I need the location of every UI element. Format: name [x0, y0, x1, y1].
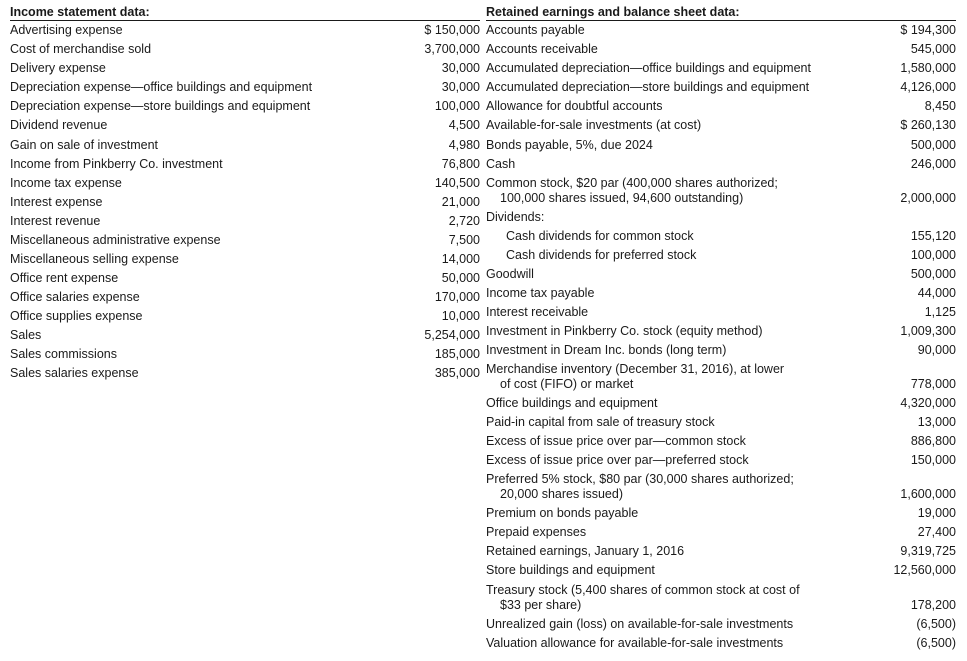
line-item-label-text: Interest receivable [486, 304, 589, 319]
line-item-label [486, 61, 836, 76]
line-item-amount: 44,000 [917, 285, 956, 300]
line-item-amount: $ 194,300 [900, 23, 956, 38]
line-item [10, 192, 480, 211]
line-item-amount: 500,000 [910, 137, 956, 152]
line-item [486, 207, 956, 226]
line-item [10, 250, 480, 269]
line-item-label-text: Treasury stock (5,400 shares of common stock at cost of [486, 582, 800, 597]
line-item [10, 59, 480, 78]
line-item-label [486, 248, 836, 263]
line-item-label-continuation: of cost (FIFO) or market [500, 377, 634, 392]
line-item-amount: 4,980 [448, 137, 480, 152]
line-item-label-text: Miscellaneous administrative expense [10, 232, 221, 247]
retained-earnings-list [486, 21, 956, 652]
line-item-label [486, 617, 836, 632]
line-item-label-text: Office supplies expense [10, 308, 143, 323]
line-item-label [10, 80, 360, 95]
line-item-amount: 1,580,000 [900, 61, 956, 76]
line-item-label-text: Miscellaneous selling expense [10, 251, 179, 266]
line-item-label-text: Bonds payable, 5%, due 2024 [486, 137, 653, 152]
line-item [486, 542, 956, 561]
line-item [10, 364, 480, 383]
line-item-label-text: Retained earnings, January 1, 2016 [486, 544, 685, 559]
line-item [10, 97, 480, 116]
line-item [10, 21, 480, 40]
line-item [10, 345, 480, 364]
line-item-amount: 5,254,000 [424, 328, 480, 342]
line-item-label-text: Available-for-sale investments (at cost) [486, 118, 702, 133]
line-item [486, 360, 956, 394]
line-item-label-text: Accounts receivable [486, 42, 598, 57]
line-item-label [486, 99, 836, 114]
line-item [10, 135, 480, 154]
line-item-amount: 2,000,000 [900, 190, 956, 205]
line-item [486, 394, 956, 413]
line-item [486, 246, 956, 265]
line-item-label [486, 138, 836, 153]
line-item-amount: 2,720 [448, 213, 480, 228]
line-item-amount: 1,125 [924, 304, 956, 319]
line-item-label-continuation: $33 per share) [500, 597, 582, 612]
line-item-amount: 150,000 [910, 453, 956, 468]
line-item [10, 173, 480, 192]
line-item [486, 633, 956, 652]
line-item-amount: 21,000 [441, 194, 480, 209]
line-item-label-text: Office rent expense [10, 270, 119, 285]
line-item-label-text: Cost of merchandise sold [10, 42, 152, 57]
line-item-label [486, 472, 836, 502]
line-item-label-text: Accumulated depreciation—office buildings and equipment [486, 61, 811, 76]
line-item-label [486, 453, 836, 468]
line-item-label [10, 233, 360, 248]
line-item-amount: 170,000 [434, 289, 480, 304]
line-item [486, 451, 956, 470]
line-item-label [10, 328, 360, 343]
line-item-label [10, 309, 360, 324]
line-item [10, 154, 480, 173]
line-item-amount: 4,500 [448, 118, 480, 133]
line-item-label-text: Excess of issue price over par—common stock [486, 434, 746, 449]
line-item-label-text: Income tax expense [10, 175, 122, 190]
income-statement-list [10, 21, 480, 383]
line-item [486, 580, 956, 614]
line-item [486, 116, 956, 135]
line-item-label-text: Excess of issue price over par—preferred stock [486, 453, 749, 468]
line-item-amount: 10,000 [441, 308, 480, 323]
line-item-amount: 3,700,000 [424, 42, 480, 57]
line-item-amount: 30,000 [441, 80, 480, 95]
line-item-label-text: Preferred 5% stock, $80 par (30,000 shares authorized; [486, 472, 794, 487]
line-item-label-text: Interest revenue [10, 213, 101, 228]
line-item-label [486, 544, 836, 559]
line-item-amount: 886,800 [910, 434, 956, 449]
line-item-label [10, 99, 360, 114]
line-item-label-text: Unrealized gain (loss) on available-for-sale investments [486, 616, 794, 631]
retained-earnings-balance-section [486, 4, 956, 652]
line-item [10, 307, 480, 326]
line-item [486, 561, 956, 580]
line-item-amount: 19,000 [917, 506, 956, 521]
line-item-label [486, 343, 836, 358]
line-item-label-text: Accounts payable [486, 23, 585, 38]
line-item-label [10, 252, 360, 267]
line-item-label-text: Office salaries expense [10, 289, 140, 304]
line-item [486, 284, 956, 303]
line-item-amount: 76,800 [441, 156, 480, 171]
line-item [486, 432, 956, 451]
line-item [486, 265, 956, 284]
line-item-label [486, 157, 836, 172]
line-item-label-text: Delivery expense [10, 61, 106, 76]
line-item-label [10, 61, 360, 76]
line-item-amount: $ 260,130 [900, 118, 956, 133]
line-item-amount: 545,000 [910, 42, 956, 57]
line-item-amount: $ 150,000 [424, 23, 480, 38]
line-item-label-text: Sales commissions [10, 347, 117, 362]
line-item-label [10, 366, 360, 381]
line-item-label-text: Gain on sale of investment [10, 137, 158, 152]
line-item-label [10, 23, 360, 38]
line-item-amount: 385,000 [434, 366, 480, 381]
line-item-amount: 1,009,300 [900, 323, 956, 338]
line-item [10, 211, 480, 230]
line-item [486, 173, 956, 207]
line-item-amount: 13,000 [917, 415, 956, 430]
income-statement-section [10, 4, 480, 383]
line-item [486, 303, 956, 322]
line-item-amount: 90,000 [917, 343, 956, 357]
line-item-amount: 1,600,000 [900, 487, 956, 502]
line-item-label [486, 210, 836, 225]
line-item-amount: 9,319,725 [900, 544, 956, 559]
line-item-amount: 14,000 [441, 251, 480, 266]
line-item-label [10, 157, 360, 172]
line-item-label [486, 118, 836, 133]
line-item-amount: 50,000 [441, 270, 480, 285]
line-item-label [10, 138, 360, 153]
line-item [10, 40, 480, 59]
line-item-label-text: Paid-in capital from sale of treasury stock [486, 415, 715, 430]
line-item-label-text: Income from Pinkberry Co. investment [10, 156, 223, 171]
line-item-label-text: Cash dividends for common stock [506, 228, 694, 243]
line-item-label-text: Advertising expense [10, 23, 123, 38]
line-item-label [486, 305, 836, 320]
income-statement-heading: Income statement data: [10, 4, 480, 21]
line-item-amount: 7,500 [448, 232, 480, 247]
line-item [486, 59, 956, 78]
line-item [486, 154, 956, 173]
line-item-label [486, 23, 836, 38]
line-item-label-text: Dividends: [486, 209, 545, 224]
line-item-label [10, 176, 360, 191]
line-item-label-text: Cash dividends for preferred stock [506, 247, 697, 262]
line-item-label-text: Accumulated depreciation—store buildings and equipment [486, 80, 810, 95]
line-item-amount: 140,500 [434, 175, 480, 190]
line-item-amount: 155,120 [910, 228, 956, 243]
line-item [486, 504, 956, 523]
line-item-label [10, 271, 360, 286]
line-item-label-text: Allowance for doubtful accounts [486, 99, 663, 114]
line-item-amount: 27,400 [917, 525, 956, 540]
line-item [486, 614, 956, 633]
line-item-label-text: Investment in Pinkberry Co. stock (equity method) [486, 323, 763, 338]
line-item-amount: 30,000 [441, 61, 480, 76]
line-item-amount: 185,000 [434, 347, 480, 362]
line-item-label-text: Valuation allowance for available-for-sale investments [486, 635, 784, 650]
line-item-label [486, 434, 836, 449]
line-item-amount: 246,000 [910, 156, 956, 171]
line-item-label-text: Investment in Dream Inc. bonds (long term) [486, 343, 727, 357]
line-item-amount: 4,320,000 [900, 396, 956, 411]
line-item-label-text: Common stock, $20 par (400,000 shares authorized; [486, 175, 778, 190]
line-item-amount: 100,000 [910, 247, 956, 262]
line-item-label [10, 42, 360, 57]
line-item-label [486, 267, 836, 282]
line-item-label-text: Income tax payable [486, 285, 595, 300]
line-item-label-text: Goodwill [486, 266, 534, 281]
line-item-label [486, 415, 836, 430]
line-item-label-continuation: 20,000 shares issued) [500, 487, 623, 502]
line-item [486, 21, 956, 40]
line-item [486, 470, 956, 504]
line-item-amount: 4,126,000 [900, 80, 956, 95]
line-item [10, 78, 480, 97]
line-item [486, 135, 956, 154]
line-item-label [486, 396, 836, 411]
line-item [486, 226, 956, 245]
line-item-amount: (6,500) [916, 616, 956, 631]
line-item-label [486, 525, 836, 540]
retained-earnings-heading: Retained earnings and balance sheet data: [486, 4, 956, 21]
line-item [486, 97, 956, 116]
line-item-label-text: Sales salaries expense [10, 366, 139, 381]
line-item-label [10, 347, 360, 362]
line-item-amount: 500,000 [910, 266, 956, 281]
line-item-label [486, 583, 836, 613]
line-item-label-text: Interest expense [10, 194, 103, 209]
line-item-label [486, 80, 836, 95]
line-item-label [10, 195, 360, 210]
line-item-label [486, 563, 836, 578]
line-item-amount: 8,450 [924, 99, 956, 114]
line-item-label-text: Dividend revenue [10, 118, 108, 133]
line-item [486, 341, 956, 360]
line-item-amount: 778,000 [910, 377, 956, 392]
line-item-label-text: Store buildings and equipment [486, 563, 655, 578]
line-item-label [486, 286, 836, 301]
line-item-amount: 178,200 [910, 597, 956, 612]
line-item-label [10, 118, 360, 133]
line-item-amount: 100,000 [434, 99, 480, 114]
line-item-label [486, 362, 836, 392]
line-item-label-continuation: 100,000 shares issued, 94,600 outstanding) [500, 190, 744, 205]
line-item [486, 40, 956, 59]
line-item [10, 326, 480, 345]
line-item [10, 116, 480, 135]
line-item-label [486, 229, 836, 244]
line-item [486, 322, 956, 341]
line-item [10, 231, 480, 250]
line-item [486, 78, 956, 97]
line-item-label [486, 176, 836, 206]
line-item-label [10, 290, 360, 305]
line-item-label [486, 636, 836, 651]
line-item-label-text: Depreciation expense—office buildings and equipment [10, 80, 313, 95]
line-item-label-text: Sales [10, 328, 42, 342]
line-item [10, 288, 480, 307]
line-item-label [486, 324, 836, 339]
line-item [486, 523, 956, 542]
line-item [486, 413, 956, 432]
line-item-amount: 12,560,000 [893, 563, 956, 578]
line-item-label-text: Depreciation expense—store buildings and equipment [10, 99, 311, 114]
line-item-label-text: Prepaid expenses [486, 525, 587, 540]
line-item-label-text: Office buildings and equipment [486, 396, 658, 411]
line-item-label-text: Merchandise inventory (December 31, 2016), at lower [486, 362, 785, 377]
line-item [10, 269, 480, 288]
line-item-amount: (6,500) [916, 635, 956, 650]
line-item-label [486, 42, 836, 57]
line-item-label-text: Premium on bonds payable [486, 506, 639, 521]
line-item-label [10, 214, 360, 229]
line-item-label-text: Cash [486, 156, 516, 171]
line-item-label [486, 506, 836, 521]
